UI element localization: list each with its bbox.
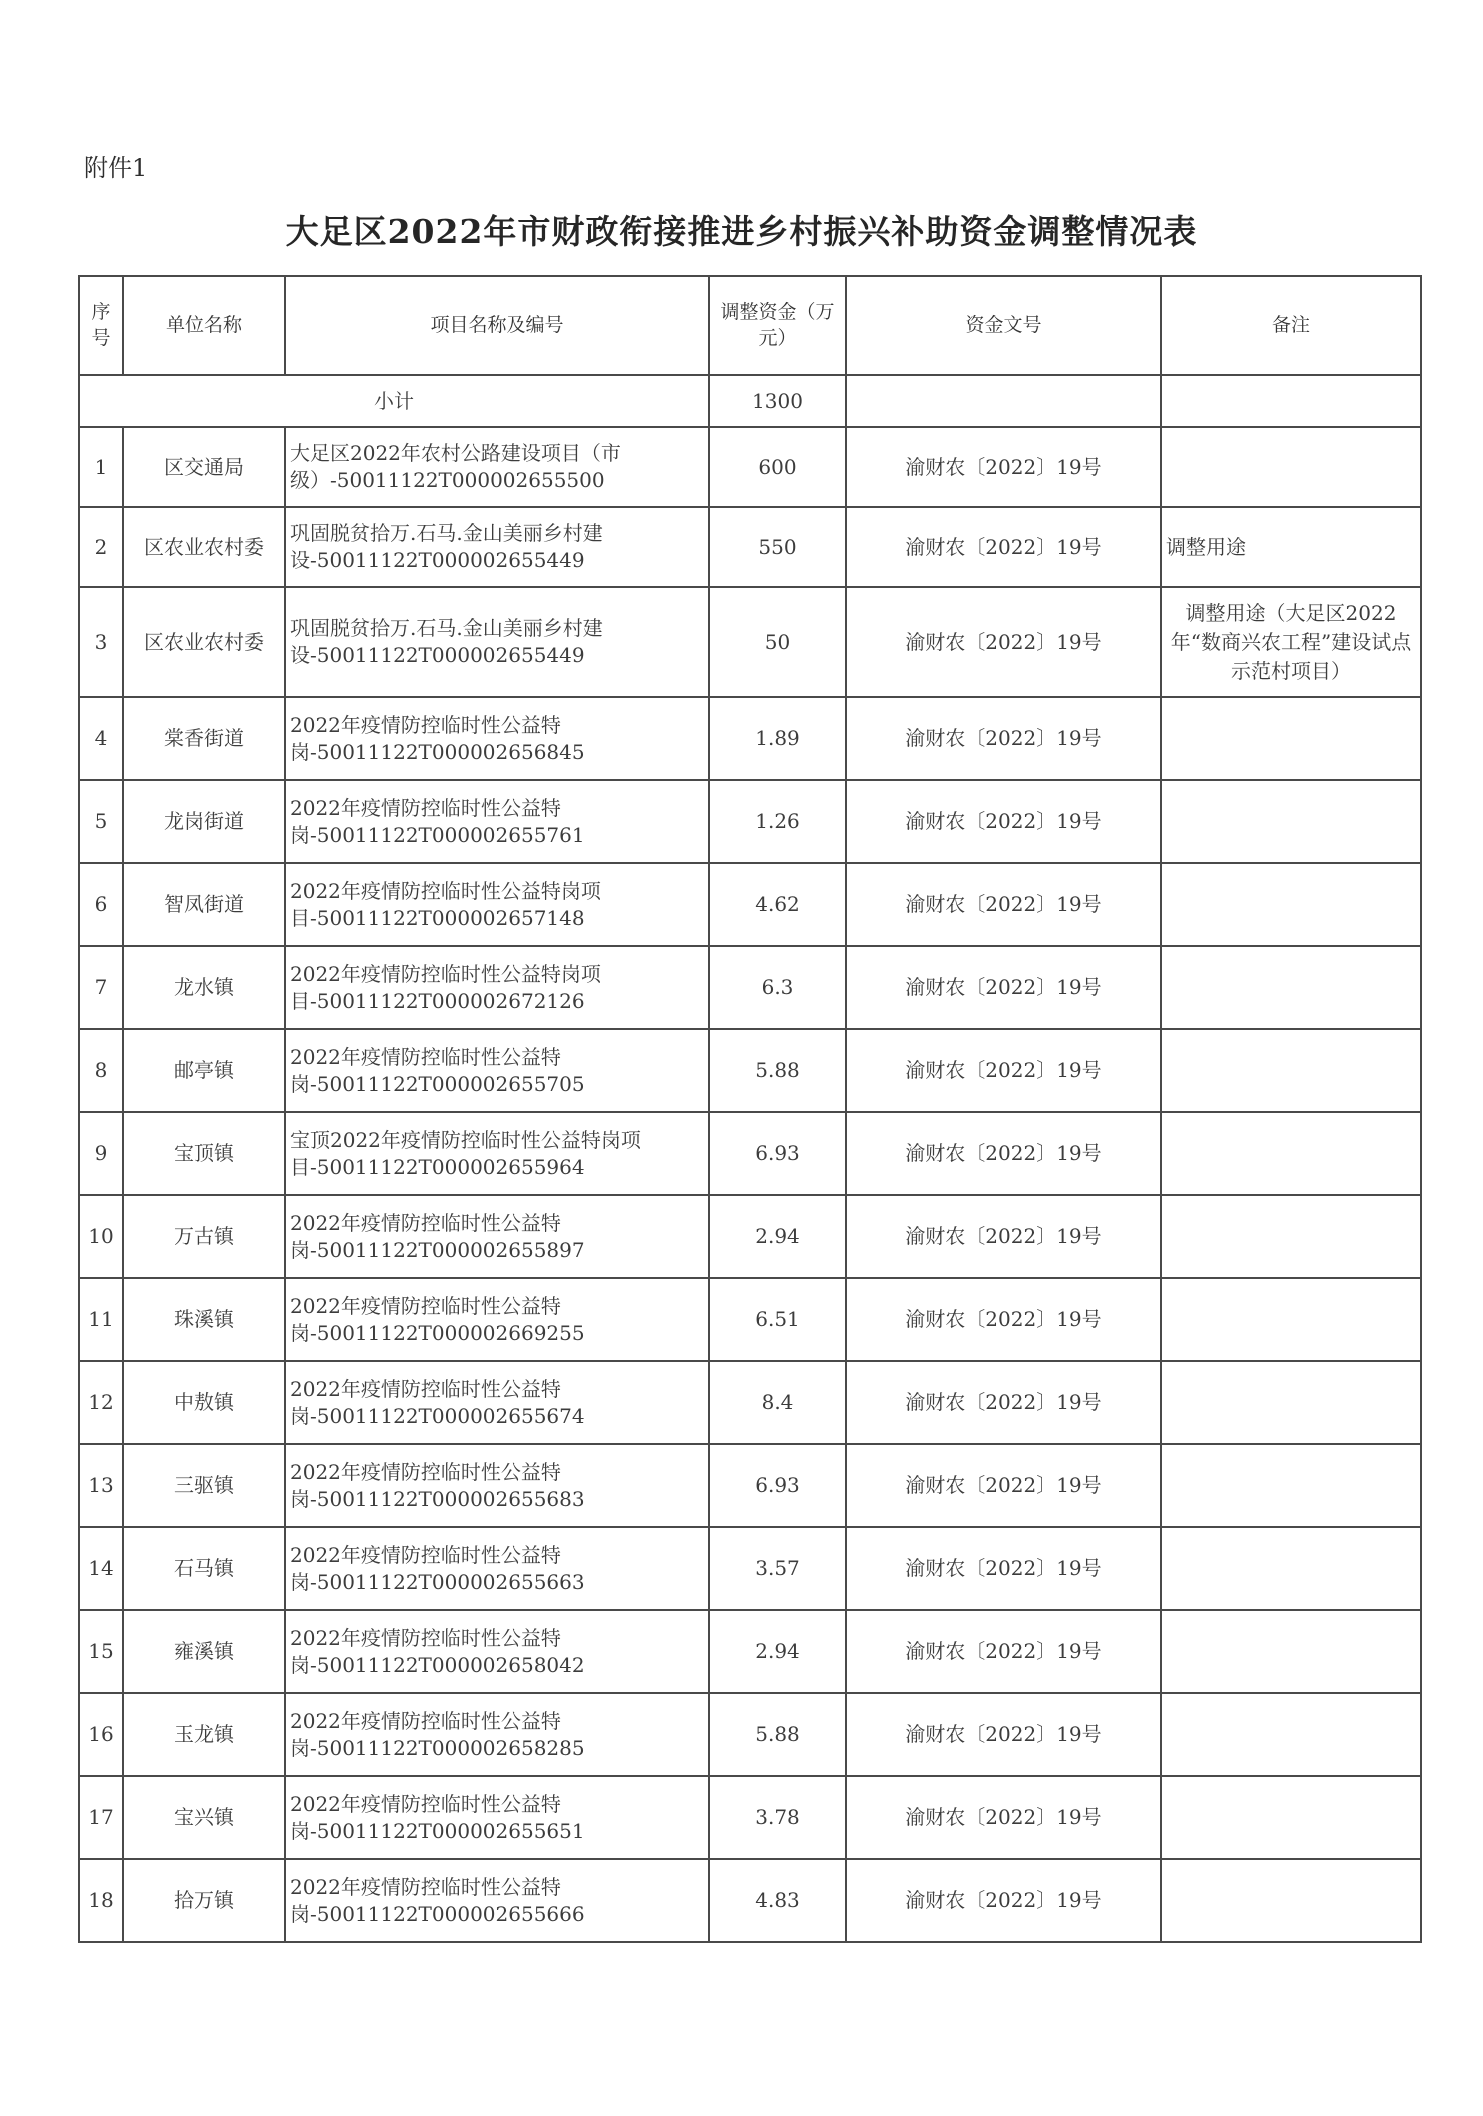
row-doc: 渝财农〔2022〕19号 [846,1527,1161,1610]
row-unit: 龙岗街道 [123,780,285,863]
row-unit: 智凤街道 [123,863,285,946]
row-idx: 2 [79,507,123,587]
col-header-amount: 调整资金（万元） [709,276,846,375]
row-amount: 2.94 [709,1610,846,1693]
row-idx: 5 [79,780,123,863]
row-idx: 3 [79,587,123,697]
row-amount: 8.4 [709,1361,846,1444]
table-row [79,507,1421,587]
table-row [79,427,1421,507]
row-doc: 渝财农〔2022〕19号 [846,946,1161,1029]
row-doc: 渝财农〔2022〕19号 [846,427,1161,507]
row-unit: 宝顶镇 [123,1112,285,1195]
row-idx: 16 [79,1693,123,1776]
row-unit: 珠溪镇 [123,1278,285,1361]
row-note [1161,946,1421,1029]
row-project: 大足区2022年农村公路建设项目（市级）-50011122T000002655500 [285,427,709,507]
table-row [79,1361,1421,1444]
row-idx: 13 [79,1444,123,1527]
row-amount: 6.93 [709,1112,846,1195]
subtotal-note-empty [1161,375,1421,427]
row-doc: 渝财农〔2022〕19号 [846,1776,1161,1859]
row-unit: 玉龙镇 [123,1693,285,1776]
row-unit: 区农业农村委 [123,507,285,587]
table-body [79,375,1421,1942]
row-note: 调整用途 [1161,507,1421,587]
subtotal-amount: 1300 [709,375,846,427]
row-unit: 三驱镇 [123,1444,285,1527]
row-amount: 3.78 [709,1776,846,1859]
row-amount: 4.62 [709,863,846,946]
row-note [1161,697,1421,780]
table-row [79,1112,1421,1195]
row-note [1161,1776,1421,1859]
table-row [79,1610,1421,1693]
row-unit: 龙水镇 [123,946,285,1029]
col-header-unit: 单位名称 [123,276,285,375]
row-project: 2022年疫情防控临时性公益特岗-50011122T000002656845 [285,697,709,780]
table-row [79,1278,1421,1361]
row-project: 2022年疫情防控临时性公益特岗-50011122T000002655663 [285,1527,709,1610]
table-row [79,863,1421,946]
col-header-note: 备注 [1161,276,1421,375]
subtotal-label: 小计 [79,375,709,427]
attachment-label: 附件1 [84,154,148,182]
row-idx: 11 [79,1278,123,1361]
row-project: 2022年疫情防控临时性公益特岗项目-50011122T000002657148 [285,863,709,946]
row-project: 2022年疫情防控临时性公益特岗-50011122T000002669255 [285,1278,709,1361]
row-amount: 5.88 [709,1693,846,1776]
row-note [1161,1693,1421,1776]
row-unit: 棠香街道 [123,697,285,780]
row-doc: 渝财农〔2022〕19号 [846,507,1161,587]
row-idx: 17 [79,1776,123,1859]
row-note [1161,1112,1421,1195]
table-row [79,697,1421,780]
row-project: 巩固脱贫拾万.石马.金山美丽乡村建设-50011122T000002655449 [285,507,709,587]
row-project: 2022年疫情防控临时性公益特岗-50011122T000002655651 [285,1776,709,1859]
page-title: 大足区2022年市财政衔接推进乡村振兴补助资金调整情况表 [285,212,1198,251]
row-unit: 宝兴镇 [123,1776,285,1859]
fund-adjustment-table [78,275,1422,1943]
row-note [1161,1444,1421,1527]
row-idx: 8 [79,1029,123,1112]
row-unit: 区农业农村委 [123,587,285,697]
row-doc: 渝财农〔2022〕19号 [846,1361,1161,1444]
row-doc: 渝财农〔2022〕19号 [846,1610,1161,1693]
subtotal-row [79,375,1421,427]
row-unit: 区交通局 [123,427,285,507]
row-project: 2022年疫情防控临时性公益特岗-50011122T000002658285 [285,1693,709,1776]
row-amount: 6.3 [709,946,846,1029]
row-idx: 6 [79,863,123,946]
row-amount: 2.94 [709,1195,846,1278]
row-project: 2022年疫情防控临时性公益特岗项目-50011122T000002672126 [285,946,709,1029]
table-row [79,1776,1421,1859]
row-project: 巩固脱贫拾万.石马.金山美丽乡村建设-50011122T000002655449 [285,587,709,697]
row-unit: 雍溪镇 [123,1610,285,1693]
row-doc: 渝财农〔2022〕19号 [846,1278,1161,1361]
row-note [1161,780,1421,863]
row-project: 2022年疫情防控临时性公益特岗-50011122T000002655897 [285,1195,709,1278]
row-amount: 6.51 [709,1278,846,1361]
row-project: 2022年疫情防控临时性公益特岗-50011122T000002655705 [285,1029,709,1112]
row-amount: 600 [709,427,846,507]
row-doc: 渝财农〔2022〕19号 [846,587,1161,697]
row-amount: 5.88 [709,1029,846,1112]
row-note: 调整用途（大足区2022年“数商兴农工程”建设试点示范村项目） [1161,587,1421,697]
col-header-idx: 序号 [79,276,123,375]
row-doc: 渝财农〔2022〕19号 [846,1444,1161,1527]
row-amount: 1.26 [709,780,846,863]
row-note [1161,863,1421,946]
row-doc: 渝财农〔2022〕19号 [846,1859,1161,1942]
row-doc: 渝财农〔2022〕19号 [846,1195,1161,1278]
row-unit: 万古镇 [123,1195,285,1278]
table-row [79,780,1421,863]
row-doc: 渝财农〔2022〕19号 [846,1693,1161,1776]
row-doc: 渝财农〔2022〕19号 [846,863,1161,946]
row-amount: 6.93 [709,1444,846,1527]
row-idx: 1 [79,427,123,507]
row-unit: 邮亭镇 [123,1029,285,1112]
row-idx: 9 [79,1112,123,1195]
table-row [79,1444,1421,1527]
row-doc: 渝财农〔2022〕19号 [846,1029,1161,1112]
row-unit: 石马镇 [123,1527,285,1610]
row-idx: 15 [79,1610,123,1693]
subtotal-doc-empty [846,375,1161,427]
row-unit: 拾万镇 [123,1859,285,1942]
row-note [1161,1278,1421,1361]
row-project: 2022年疫情防控临时性公益特岗-50011122T000002655683 [285,1444,709,1527]
row-note [1161,1610,1421,1693]
table-row [79,1859,1421,1942]
row-amount: 4.83 [709,1859,846,1942]
table-row [79,946,1421,1029]
row-note [1161,1859,1421,1942]
row-idx: 18 [79,1859,123,1942]
row-doc: 渝财农〔2022〕19号 [846,697,1161,780]
table-row [79,1029,1421,1112]
row-amount: 550 [709,507,846,587]
row-note [1161,427,1421,507]
row-idx: 12 [79,1361,123,1444]
row-project: 2022年疫情防控临时性公益特岗-50011122T000002658042 [285,1610,709,1693]
row-amount: 3.57 [709,1527,846,1610]
row-project: 宝顶2022年疫情防控临时性公益特岗项目-50011122T000002655964 [285,1112,709,1195]
table-row [79,1527,1421,1610]
row-note [1161,1527,1421,1610]
row-idx: 14 [79,1527,123,1610]
row-amount: 50 [709,587,846,697]
row-project: 2022年疫情防控临时性公益特岗-50011122T000002655666 [285,1859,709,1942]
table-row [79,1693,1421,1776]
row-idx: 7 [79,946,123,1029]
row-doc: 渝财农〔2022〕19号 [846,1112,1161,1195]
table-row [79,587,1421,697]
table-row [79,1195,1421,1278]
row-note [1161,1361,1421,1444]
row-unit: 中敖镇 [123,1361,285,1444]
row-note [1161,1195,1421,1278]
table-header-row [79,276,1421,375]
row-amount: 1.89 [709,697,846,780]
row-idx: 10 [79,1195,123,1278]
row-idx: 4 [79,697,123,780]
row-note [1161,1029,1421,1112]
row-project: 2022年疫情防控临时性公益特岗-50011122T000002655674 [285,1361,709,1444]
row-doc: 渝财农〔2022〕19号 [846,780,1161,863]
col-header-project: 项目名称及编号 [285,276,709,375]
row-project: 2022年疫情防控临时性公益特岗-50011122T000002655761 [285,780,709,863]
col-header-doc: 资金文号 [846,276,1161,375]
